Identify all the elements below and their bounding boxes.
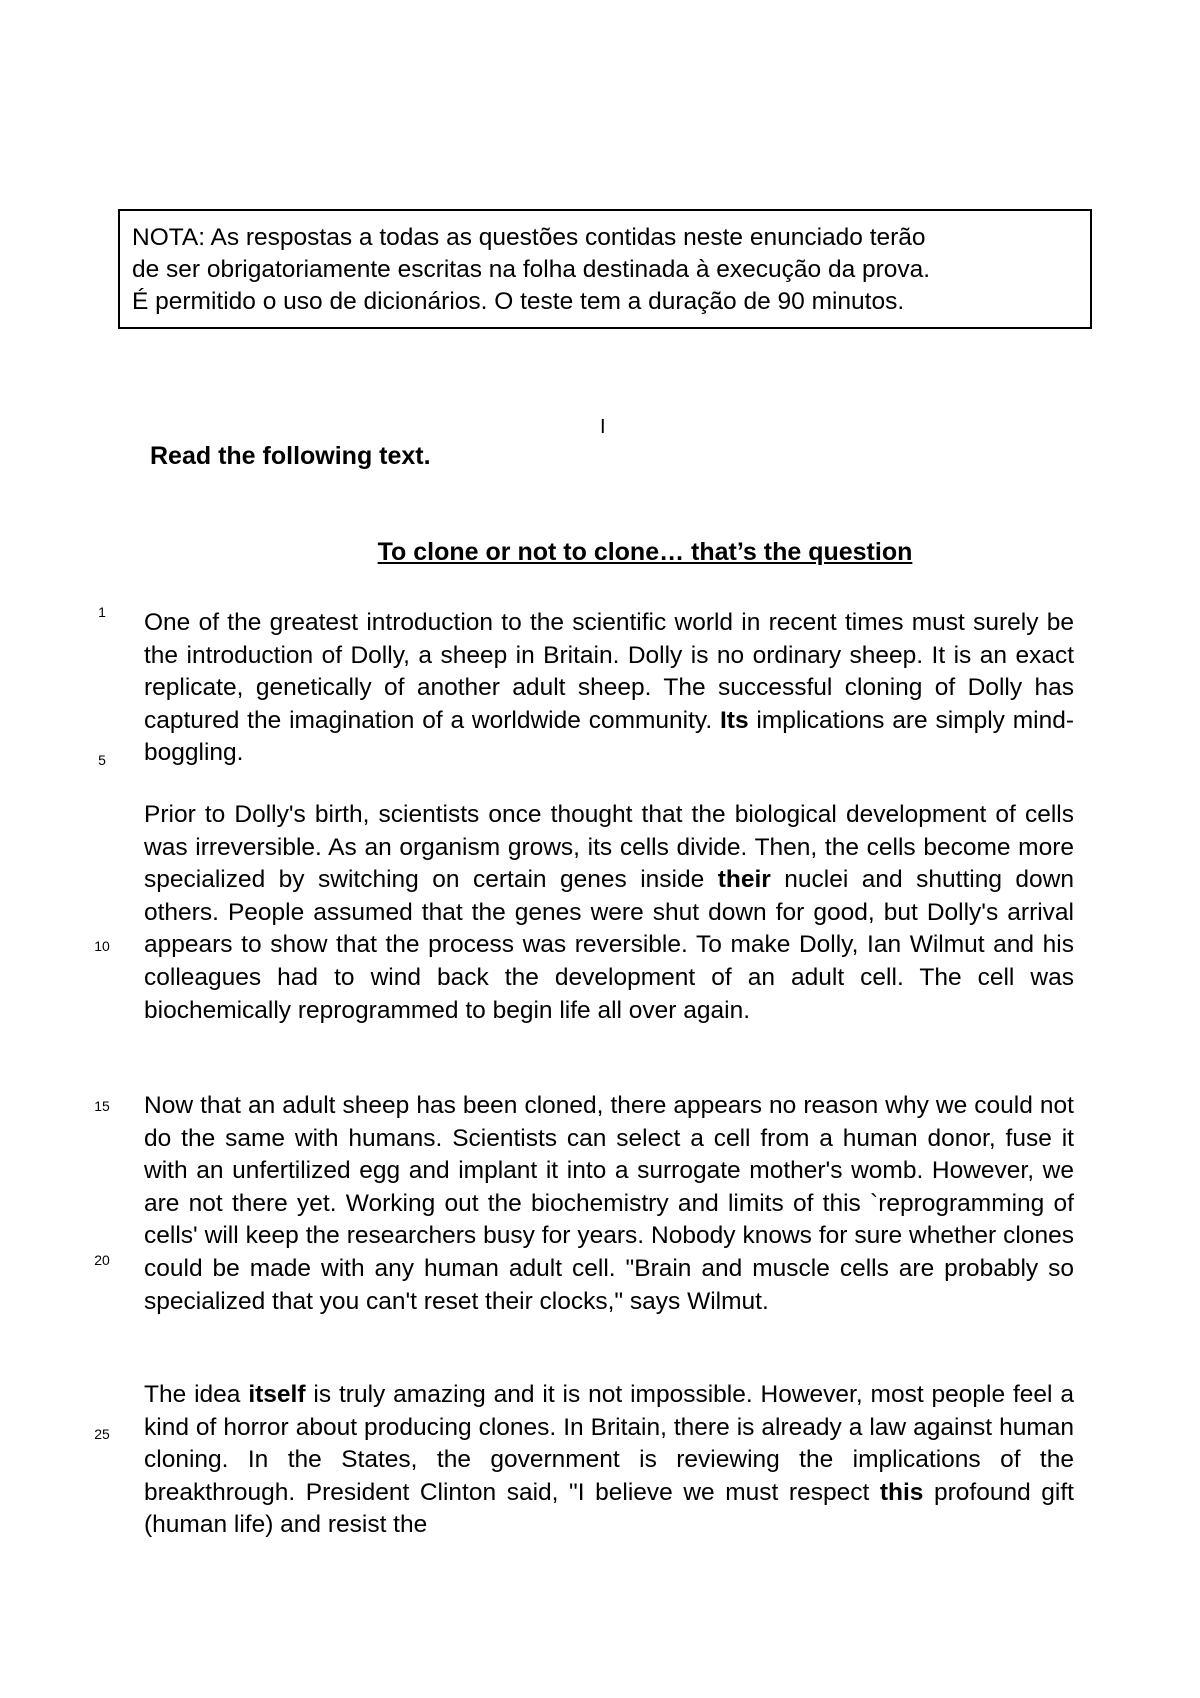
paragraph-2-text-end: nuclei and shutting down others. People assumed that the genes were shut down for good, but Dolly's arrival appears to show that the process was reversible. To make Dolly, Ian Wilmut and his colleagues had to wind back the development of an adult cell. The cell was biochemically reprogrammed to begin life all over again. xyxy=(144,866,1074,1024)
paragraph-1-bold-word: Its xyxy=(719,706,749,734)
notice-line-3: É permitido o uso de dicionários. O teste tem a duração de 90 minutos. xyxy=(132,288,905,315)
section-number: I xyxy=(600,416,606,438)
paragraph-3 xyxy=(144,1090,1074,1318)
line-number: 20 xyxy=(94,1252,110,1268)
paragraph-4-text-middle: is truly amazing and it is not impossible. However, most people feel a kind of horror about producing clones. In Britain, there is already a law against human cloning. In the States, the government is reviewing the implications of the breakthrough. President Clinton said, "I believe we must respect xyxy=(144,1381,1075,1506)
paragraph-4-bold-word-2: this xyxy=(879,1478,924,1506)
paragraph-1-text: One of the greatest introduction to the scientific world in recent times must surely be the introduction of Dolly, a sheep in Britain. Dolly is no ordinary sheep. It is an exact replicate, genetically of another adult sheep. The successful cloning of Dolly has captured the imagination of a worldwide community. xyxy=(144,609,1074,734)
notice-line-2: de ser obrigatoriamente escritas na folha destinada à execução da prova. xyxy=(132,256,931,283)
paragraph-1-text-end: implications are simply mind-boggling. xyxy=(144,706,1075,767)
line-number: 10 xyxy=(94,938,110,954)
notice-line-1: NOTA: As respostas a todas as questões contidas neste enunciado terão xyxy=(132,224,926,251)
paragraph-2-text: Prior to Dolly's birth, scientists once thought that the biological development of cells was irreversible. As an organism grows, its cells divide. Then, the cells become more specialized by switching on certain genes inside xyxy=(144,801,1074,894)
paragraph-4-text-end: profound gift (human life) and resist the xyxy=(144,1478,1074,1539)
paragraph-3-text: Now that an adult sheep has been cloned, there appears no reason why we could not do the same with humans. Scientists can select a cell from a human donor, fuse it with an unfertilized egg and implant it into a surrogate mother's womb. However, we are not there yet. Working out the biochemistry and limits of this `reprogramming of cells' will keep the researchers busy for years. Nobody knows for sure whether clones could be made with any human adult cell. "Brain and muscle cells are probably so specialized that you can't reset their clocks," says Wilmut. xyxy=(144,1092,1074,1315)
line-number: 15 xyxy=(94,1098,110,1114)
paragraph-2-bold-word: their xyxy=(717,866,771,894)
line-number: 5 xyxy=(98,752,106,768)
paragraph-4-text: The idea xyxy=(144,1381,249,1408)
paragraph-1 xyxy=(144,607,1074,770)
line-number: 25 xyxy=(94,1426,110,1442)
paragraph-2 xyxy=(144,799,1074,1027)
article-title: To clone or not to clone… that’s the question xyxy=(377,538,913,566)
notice-box xyxy=(118,209,1092,329)
instruction-heading: Read the following text. xyxy=(150,442,431,470)
paragraph-4-bold-word: itself xyxy=(248,1381,306,1408)
line-number: 1 xyxy=(98,604,106,620)
paragraph-4 xyxy=(144,1379,1074,1542)
